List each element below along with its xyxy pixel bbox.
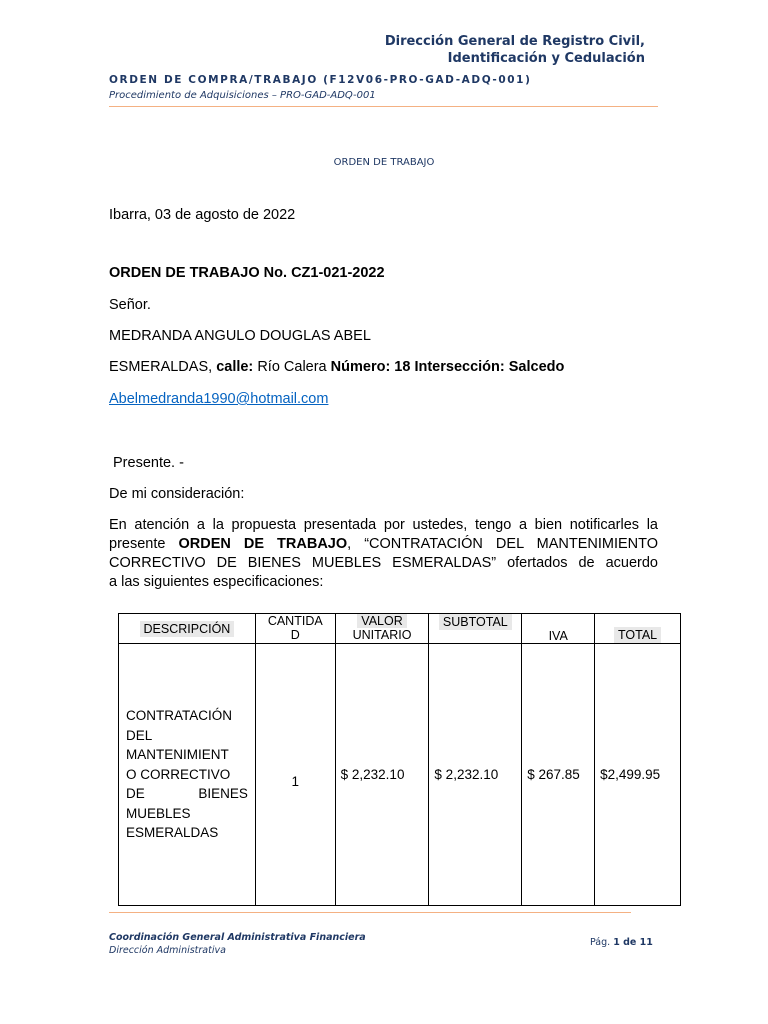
body-line-3: CORRECTIVO DE BIENES MUEBLES ESMERALDAS” ofertados de acuerdo xyxy=(109,555,658,571)
cell-descripcion: CONTRATACIÓN DEL MANTENIMIENT O CORRECTIVO DE BIENES MUEBLES ESMERALDAS xyxy=(119,644,256,906)
address-city: ESMERALDAS, xyxy=(109,359,213,375)
body-line-2 xyxy=(109,535,658,554)
footer-direction: Dirección Administrativa xyxy=(109,945,226,956)
document-title: ORDEN DE TRABAJO xyxy=(333,157,435,168)
items-table xyxy=(118,613,681,906)
header-descripcion: DESCRIPCIÓN xyxy=(119,614,256,644)
recipient-name: MEDRANDA ANGULO DOUGLAS ABEL xyxy=(109,328,371,344)
body-line-1: En atención a la propuesta presentada por ustedes, tengo a bien notificarles la xyxy=(109,517,658,533)
address-intersection: Intersección: Salcedo xyxy=(414,359,565,375)
place-date: Ibarra, 03 de agosto de 2022 xyxy=(109,207,296,223)
page-number xyxy=(590,937,653,948)
body-line-4: a las siguientes especificaciones: xyxy=(109,574,324,590)
presente-text: Presente. - xyxy=(113,455,184,471)
header-divider xyxy=(109,106,658,107)
page-value: 1 de 11 xyxy=(613,937,653,948)
header-cantidad: CANTIDA D xyxy=(255,614,335,644)
header-valor-unitario: VALOR UNITARIO xyxy=(335,614,429,644)
table-header-row xyxy=(119,614,681,644)
footer-divider xyxy=(109,912,631,913)
organization-name xyxy=(385,33,645,67)
form-code: ORDEN DE COMPRA/TRABAJO (F12V06-PRO-GAD-ADQ-001) xyxy=(109,74,532,86)
organization-line-1: Dirección General de Registro Civil, xyxy=(384,34,645,49)
recipient-address xyxy=(109,358,564,377)
body-line-2-bold: ORDEN DE TRABAJO xyxy=(178,536,348,552)
cell-valor-unitario: $ 2,232.10 xyxy=(335,644,429,906)
page-prefix: Pág. xyxy=(590,937,611,948)
body-line-2-start: presente xyxy=(109,536,166,552)
body-paragraph xyxy=(109,516,658,592)
address-street: Río Calera xyxy=(257,359,327,375)
procedure-name: Procedimiento de Adquisiciones – PRO-GAD-ADQ-001 xyxy=(109,90,376,101)
recipient-email-link[interactable]: Abelmedranda1990@hotmail.com xyxy=(109,391,329,407)
address-street-label: calle: xyxy=(216,359,254,375)
cell-subtotal: $ 2,232.10 xyxy=(429,644,522,906)
order-number: ORDEN DE TRABAJO No. CZ1-021-2022 xyxy=(109,265,385,281)
cell-iva: $ 267.85 xyxy=(522,644,595,906)
table-row xyxy=(119,644,681,906)
header-iva: IVA xyxy=(522,614,595,644)
salutation: Señor. xyxy=(109,297,151,313)
cell-total: $2,499.95 xyxy=(595,644,681,906)
body-line-2-end: , “CONTRATACIÓN DEL MANTENIMIENTO xyxy=(347,536,659,552)
greeting: De mi consideración: xyxy=(109,486,245,502)
footer-coordination: Coordinación General Administrativa Financiera xyxy=(109,932,366,943)
header-subtotal: SUBTOTAL xyxy=(429,614,522,644)
header-total: TOTAL xyxy=(595,614,681,644)
organization-line-2: Identificación y Cedulación xyxy=(447,51,645,66)
cell-cantidad: 1 xyxy=(255,644,335,906)
address-number: Número: 18 xyxy=(330,359,411,375)
